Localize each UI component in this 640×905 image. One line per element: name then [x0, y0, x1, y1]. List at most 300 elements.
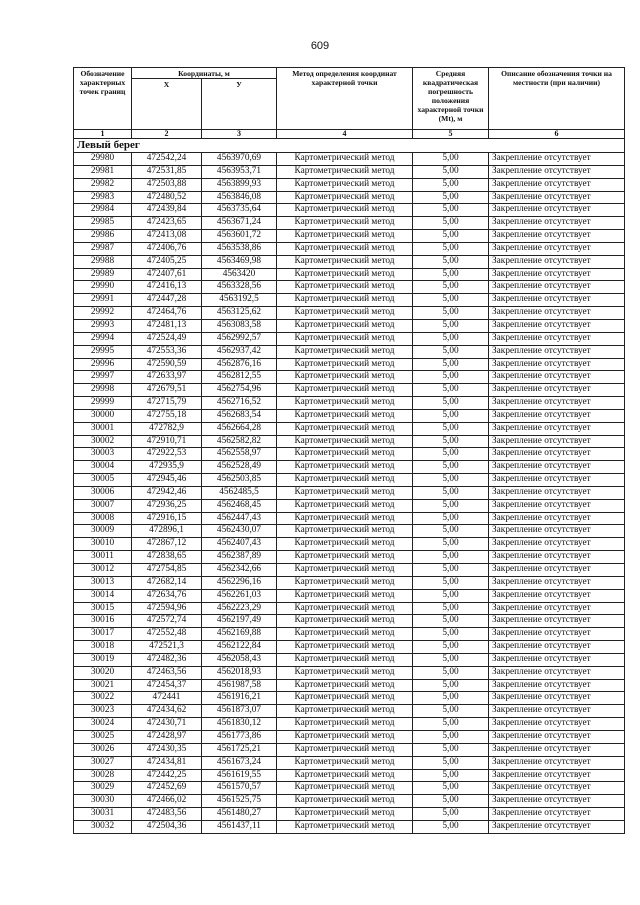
x-coordinate: 472521,3 — [132, 641, 202, 654]
method-cell: Картометрический метод — [277, 499, 413, 512]
table-row — [74, 409, 625, 422]
x-coordinate: 472452,69 — [132, 782, 202, 795]
y-coordinate: 4562754,96 — [202, 384, 277, 397]
description-cell: Закрепление отсутствует — [489, 153, 625, 166]
point-id: 29981 — [74, 165, 132, 178]
table-row — [74, 153, 625, 166]
y-coordinate: 4562058,43 — [202, 653, 277, 666]
point-id: 30024 — [74, 718, 132, 731]
error-cell: 5,00 — [413, 782, 489, 795]
error-cell: 5,00 — [413, 499, 489, 512]
method-cell: Картометрический метод — [277, 319, 413, 332]
x-coordinate: 472936,25 — [132, 499, 202, 512]
x-coordinate: 472480,52 — [132, 191, 202, 204]
error-cell: 5,00 — [413, 294, 489, 307]
x-coordinate: 472454,37 — [132, 679, 202, 692]
description-cell: Закрепление отсутствует — [489, 564, 625, 577]
y-coordinate: 4561987,58 — [202, 679, 277, 692]
y-coordinate: 4561773,86 — [202, 730, 277, 743]
method-cell: Картометрический метод — [277, 358, 413, 371]
y-coordinate: 4562223,29 — [202, 602, 277, 615]
x-coordinate: 472482,36 — [132, 653, 202, 666]
description-cell: Закрепление отсутствует — [489, 641, 625, 654]
x-coordinate: 472916,15 — [132, 512, 202, 525]
point-id: 30031 — [74, 808, 132, 821]
header-method: Метод определения координат характерной точки — [277, 68, 413, 130]
description-cell: Закрепление отсутствует — [489, 692, 625, 705]
x-coordinate: 472553,36 — [132, 345, 202, 358]
x-coordinate: 472481,13 — [132, 319, 202, 332]
error-cell: 5,00 — [413, 795, 489, 808]
table-row — [74, 217, 625, 230]
error-cell: 5,00 — [413, 602, 489, 615]
method-cell: Картометрический метод — [277, 255, 413, 268]
y-coordinate: 4562937,42 — [202, 345, 277, 358]
x-coordinate: 472531,85 — [132, 165, 202, 178]
table-row — [74, 718, 625, 731]
method-cell: Картометрический метод — [277, 307, 413, 320]
y-coordinate: 4562018,93 — [202, 666, 277, 679]
description-cell: Закрепление отсутствует — [489, 512, 625, 525]
method-cell: Картометрический метод — [277, 666, 413, 679]
error-cell: 5,00 — [413, 486, 489, 499]
method-cell: Картометрический метод — [277, 795, 413, 808]
method-cell: Картометрический метод — [277, 230, 413, 243]
y-coordinate: 4562876,16 — [202, 358, 277, 371]
y-coordinate: 4562683,54 — [202, 409, 277, 422]
y-coordinate: 4562296,16 — [202, 576, 277, 589]
y-coordinate: 4563538,86 — [202, 242, 277, 255]
error-cell: 5,00 — [413, 371, 489, 384]
description-cell: Закрепление отсутствует — [489, 474, 625, 487]
table-row — [74, 332, 625, 345]
table-row — [74, 641, 625, 654]
method-cell: Картометрический метод — [277, 718, 413, 731]
table-row — [74, 576, 625, 589]
error-cell: 5,00 — [413, 217, 489, 230]
description-cell: Закрепление отсутствует — [489, 448, 625, 461]
point-id: 30028 — [74, 769, 132, 782]
table-row — [74, 371, 625, 384]
x-coordinate: 472754,85 — [132, 564, 202, 577]
method-cell: Картометрический метод — [277, 474, 413, 487]
y-coordinate: 4562407,43 — [202, 538, 277, 551]
table-row — [74, 474, 625, 487]
method-cell: Картометрический метод — [277, 397, 413, 410]
point-id: 29993 — [74, 319, 132, 332]
table-row — [74, 204, 625, 217]
method-cell: Картометрический метод — [277, 602, 413, 615]
y-coordinate: 4562122,84 — [202, 641, 277, 654]
point-id: 29992 — [74, 307, 132, 320]
table-header — [74, 68, 625, 153]
point-id: 29988 — [74, 255, 132, 268]
y-coordinate: 4562528,49 — [202, 461, 277, 474]
error-cell: 5,00 — [413, 641, 489, 654]
description-cell: Закрепление отсутствует — [489, 705, 625, 718]
table-row — [74, 281, 625, 294]
method-cell: Картометрический метод — [277, 692, 413, 705]
error-cell: 5,00 — [413, 422, 489, 435]
error-cell: 5,00 — [413, 230, 489, 243]
point-id: 29984 — [74, 204, 132, 217]
point-id: 30022 — [74, 692, 132, 705]
table-row — [74, 307, 625, 320]
x-coordinate: 472423,65 — [132, 217, 202, 230]
description-cell: Закрепление отсутствует — [489, 808, 625, 821]
y-coordinate: 4562812,55 — [202, 371, 277, 384]
point-id: 30011 — [74, 551, 132, 564]
x-coordinate: 472430,35 — [132, 743, 202, 756]
y-coordinate: 4563671,24 — [202, 217, 277, 230]
description-cell: Закрепление отсутствует — [489, 769, 625, 782]
description-cell: Закрепление отсутствует — [489, 345, 625, 358]
description-cell: Закрепление отсутствует — [489, 281, 625, 294]
y-coordinate: 4563970,69 — [202, 153, 277, 166]
y-coordinate: 4561437,11 — [202, 820, 277, 833]
header-point-designation: Обозначение характерных точек границ — [74, 68, 132, 130]
y-coordinate: 4562558,97 — [202, 448, 277, 461]
y-coordinate: 4561570,57 — [202, 782, 277, 795]
column-number: 2 — [132, 130, 202, 139]
error-cell: 5,00 — [413, 474, 489, 487]
y-coordinate: 4562342,66 — [202, 564, 277, 577]
table-row — [74, 564, 625, 577]
description-cell: Закрепление отсутствует — [489, 589, 625, 602]
column-number: 3 — [202, 130, 277, 139]
table-row — [74, 589, 625, 602]
method-cell: Картометрический метод — [277, 461, 413, 474]
description-cell: Закрепление отсутствует — [489, 178, 625, 191]
point-id: 30006 — [74, 486, 132, 499]
method-cell: Картометрический метод — [277, 564, 413, 577]
x-coordinate: 472434,81 — [132, 756, 202, 769]
method-cell: Картометрический метод — [277, 422, 413, 435]
table-body — [74, 153, 625, 834]
error-cell: 5,00 — [413, 319, 489, 332]
point-id: 30018 — [74, 641, 132, 654]
method-cell: Картометрический метод — [277, 756, 413, 769]
column-number: 1 — [74, 130, 132, 139]
point-id: 29983 — [74, 191, 132, 204]
y-coordinate: 4561480,27 — [202, 808, 277, 821]
table-row — [74, 730, 625, 743]
table-row — [74, 769, 625, 782]
error-cell: 5,00 — [413, 538, 489, 551]
error-cell: 5,00 — [413, 692, 489, 705]
error-cell: 5,00 — [413, 153, 489, 166]
y-coordinate: 4561873,07 — [202, 705, 277, 718]
method-cell: Картометрический метод — [277, 782, 413, 795]
table-row — [74, 808, 625, 821]
table-row — [74, 486, 625, 499]
y-coordinate: 4561673,24 — [202, 756, 277, 769]
method-cell: Картометрический метод — [277, 178, 413, 191]
table-row — [74, 435, 625, 448]
error-cell: 5,00 — [413, 589, 489, 602]
error-cell: 5,00 — [413, 653, 489, 666]
method-cell: Картометрический метод — [277, 242, 413, 255]
method-cell: Картометрический метод — [277, 409, 413, 422]
description-cell: Закрепление отсутствует — [489, 230, 625, 243]
x-coordinate: 472910,71 — [132, 435, 202, 448]
x-coordinate: 472715,79 — [132, 397, 202, 410]
description-cell: Закрепление отсутствует — [489, 615, 625, 628]
error-cell: 5,00 — [413, 255, 489, 268]
description-cell: Закрепление отсутствует — [489, 384, 625, 397]
x-coordinate: 472867,12 — [132, 538, 202, 551]
y-coordinate: 4562468,45 — [202, 499, 277, 512]
y-coordinate: 4561525,75 — [202, 795, 277, 808]
error-cell: 5,00 — [413, 551, 489, 564]
method-cell: Картометрический метод — [277, 679, 413, 692]
description-cell: Закрепление отсутствует — [489, 538, 625, 551]
method-cell: Картометрический метод — [277, 153, 413, 166]
method-cell: Картометрический метод — [277, 641, 413, 654]
point-id: 29989 — [74, 268, 132, 281]
table-row — [74, 743, 625, 756]
x-coordinate: 472406,76 — [132, 242, 202, 255]
table-row — [74, 602, 625, 615]
error-cell: 5,00 — [413, 666, 489, 679]
point-id: 29996 — [74, 358, 132, 371]
x-coordinate: 472441 — [132, 692, 202, 705]
table-row — [74, 165, 625, 178]
description-cell: Закрепление отсутствует — [489, 358, 625, 371]
method-cell: Картометрический метод — [277, 576, 413, 589]
error-cell: 5,00 — [413, 756, 489, 769]
point-id: 29980 — [74, 153, 132, 166]
point-id: 30002 — [74, 435, 132, 448]
point-id: 29985 — [74, 217, 132, 230]
point-id: 30014 — [74, 589, 132, 602]
x-coordinate: 472838,65 — [132, 551, 202, 564]
table-row — [74, 448, 625, 461]
x-coordinate: 472524,49 — [132, 332, 202, 345]
x-coordinate: 472483,56 — [132, 808, 202, 821]
point-id: 30030 — [74, 795, 132, 808]
x-coordinate: 472464,76 — [132, 307, 202, 320]
point-id: 29982 — [74, 178, 132, 191]
y-coordinate: 4562582,82 — [202, 435, 277, 448]
description-cell: Закрепление отсутствует — [489, 422, 625, 435]
x-coordinate: 472755,18 — [132, 409, 202, 422]
error-cell: 5,00 — [413, 525, 489, 538]
point-id: 29999 — [74, 397, 132, 410]
method-cell: Картометрический метод — [277, 589, 413, 602]
error-cell: 5,00 — [413, 165, 489, 178]
table-row — [74, 384, 625, 397]
description-cell: Закрепление отсутствует — [489, 782, 625, 795]
x-coordinate: 472935,9 — [132, 461, 202, 474]
method-cell: Картометрический метод — [277, 191, 413, 204]
point-id: 30025 — [74, 730, 132, 743]
description-cell: Закрепление отсутствует — [489, 730, 625, 743]
y-coordinate: 4562430,07 — [202, 525, 277, 538]
description-cell: Закрепление отсутствует — [489, 165, 625, 178]
method-cell: Картометрический метод — [277, 345, 413, 358]
y-coordinate: 4563328,56 — [202, 281, 277, 294]
method-cell: Картометрический метод — [277, 820, 413, 833]
method-cell: Картометрический метод — [277, 615, 413, 628]
description-cell: Закрепление отсутствует — [489, 499, 625, 512]
table-row — [74, 230, 625, 243]
point-id: 29995 — [74, 345, 132, 358]
error-cell: 5,00 — [413, 564, 489, 577]
table-row — [74, 705, 625, 718]
method-cell: Картометрический метод — [277, 448, 413, 461]
coordinates-table — [73, 67, 625, 834]
section-title: Левый берег — [74, 139, 625, 153]
y-coordinate: 4561830,12 — [202, 718, 277, 731]
x-coordinate: 472634,76 — [132, 589, 202, 602]
x-coordinate: 472782,9 — [132, 422, 202, 435]
y-coordinate: 4563601,72 — [202, 230, 277, 243]
table-row — [74, 345, 625, 358]
x-coordinate: 472434,62 — [132, 705, 202, 718]
description-cell: Закрепление отсутствует — [489, 666, 625, 679]
point-id: 29987 — [74, 242, 132, 255]
point-id: 30003 — [74, 448, 132, 461]
error-cell: 5,00 — [413, 358, 489, 371]
description-cell: Закрепление отсутствует — [489, 525, 625, 538]
point-id: 30010 — [74, 538, 132, 551]
column-number-row — [74, 130, 625, 139]
y-coordinate: 4561916,21 — [202, 692, 277, 705]
error-cell: 5,00 — [413, 628, 489, 641]
point-id: 30001 — [74, 422, 132, 435]
x-coordinate: 472430,71 — [132, 718, 202, 731]
point-id: 30009 — [74, 525, 132, 538]
header-coordinates: Координаты, м — [132, 68, 277, 79]
description-cell: Закрепление отсутствует — [489, 628, 625, 641]
description-cell: Закрепление отсутствует — [489, 191, 625, 204]
method-cell: Картометрический метод — [277, 217, 413, 230]
table-row — [74, 653, 625, 666]
point-id: 30019 — [74, 653, 132, 666]
error-cell: 5,00 — [413, 679, 489, 692]
method-cell: Картометрический метод — [277, 628, 413, 641]
description-cell: Закрепление отсутствует — [489, 756, 625, 769]
error-cell: 5,00 — [413, 730, 489, 743]
method-cell: Картометрический метод — [277, 281, 413, 294]
table-row — [74, 461, 625, 474]
point-id: 30013 — [74, 576, 132, 589]
method-cell: Картометрический метод — [277, 743, 413, 756]
x-coordinate: 472572,74 — [132, 615, 202, 628]
description-cell: Закрепление отсутствует — [489, 461, 625, 474]
table-row — [74, 666, 625, 679]
page-number: 609 — [310, 40, 330, 52]
point-id: 30023 — [74, 705, 132, 718]
x-coordinate: 472442,25 — [132, 769, 202, 782]
column-number: 5 — [413, 130, 489, 139]
description-cell: Закрепление отсутствует — [489, 409, 625, 422]
point-id: 29998 — [74, 384, 132, 397]
description-cell: Закрепление отсутствует — [489, 602, 625, 615]
table-row — [74, 615, 625, 628]
description-cell: Закрепление отсутствует — [489, 242, 625, 255]
error-cell: 5,00 — [413, 512, 489, 525]
description-cell: Закрепление отсутствует — [489, 795, 625, 808]
header-error: Средняя квадратическая погрешность положения характерной точки (Mt), м — [413, 68, 489, 130]
table-row — [74, 795, 625, 808]
error-cell: 5,00 — [413, 576, 489, 589]
error-cell: 5,00 — [413, 178, 489, 191]
y-coordinate: 4561725,21 — [202, 743, 277, 756]
description-cell: Закрепление отсутствует — [489, 486, 625, 499]
header-y: У — [202, 79, 277, 130]
x-coordinate: 472590,59 — [132, 358, 202, 371]
error-cell: 5,00 — [413, 461, 489, 474]
point-id: 30032 — [74, 820, 132, 833]
x-coordinate: 472945,46 — [132, 474, 202, 487]
x-coordinate: 472407,61 — [132, 268, 202, 281]
method-cell: Картометрический метод — [277, 769, 413, 782]
x-coordinate: 472552,48 — [132, 628, 202, 641]
error-cell: 5,00 — [413, 705, 489, 718]
description-cell: Закрепление отсутствует — [489, 653, 625, 666]
y-coordinate: 4562387,89 — [202, 551, 277, 564]
point-id: 30012 — [74, 564, 132, 577]
table-row — [74, 692, 625, 705]
point-id: 30029 — [74, 782, 132, 795]
point-id: 30004 — [74, 461, 132, 474]
error-cell: 5,00 — [413, 409, 489, 422]
error-cell: 5,00 — [413, 808, 489, 821]
table-row — [74, 628, 625, 641]
point-id: 29994 — [74, 332, 132, 345]
table-row — [74, 820, 625, 833]
method-cell: Картометрический метод — [277, 808, 413, 821]
method-cell: Картометрический метод — [277, 730, 413, 743]
x-coordinate: 472896,1 — [132, 525, 202, 538]
error-cell: 5,00 — [413, 615, 489, 628]
description-cell: Закрепление отсутствует — [489, 435, 625, 448]
error-cell: 5,00 — [413, 268, 489, 281]
error-cell: 5,00 — [413, 743, 489, 756]
y-coordinate: 4562485,5 — [202, 486, 277, 499]
point-id: 30008 — [74, 512, 132, 525]
error-cell: 5,00 — [413, 307, 489, 320]
description-cell: Закрепление отсутствует — [489, 576, 625, 589]
method-cell: Картометрический метод — [277, 384, 413, 397]
description-cell: Закрепление отсутствует — [489, 268, 625, 281]
table-row — [74, 756, 625, 769]
description-cell: Закрепление отсутствует — [489, 255, 625, 268]
point-id: 30017 — [74, 628, 132, 641]
error-cell: 5,00 — [413, 384, 489, 397]
table-row — [74, 178, 625, 191]
point-id: 29986 — [74, 230, 132, 243]
point-id: 30015 — [74, 602, 132, 615]
description-cell: Закрепление отсутствует — [489, 204, 625, 217]
table-row — [74, 679, 625, 692]
description-cell: Закрепление отсутствует — [489, 217, 625, 230]
description-cell: Закрепление отсутствует — [489, 319, 625, 332]
y-coordinate: 4563899,93 — [202, 178, 277, 191]
table-row — [74, 358, 625, 371]
y-coordinate: 4562664,28 — [202, 422, 277, 435]
x-coordinate: 472466,02 — [132, 795, 202, 808]
description-cell: Закрепление отсутствует — [489, 397, 625, 410]
y-coordinate: 4563192,5 — [202, 294, 277, 307]
table-row — [74, 191, 625, 204]
y-coordinate: 4562503,85 — [202, 474, 277, 487]
error-cell: 5,00 — [413, 281, 489, 294]
point-id: 29990 — [74, 281, 132, 294]
x-coordinate: 472922,53 — [132, 448, 202, 461]
